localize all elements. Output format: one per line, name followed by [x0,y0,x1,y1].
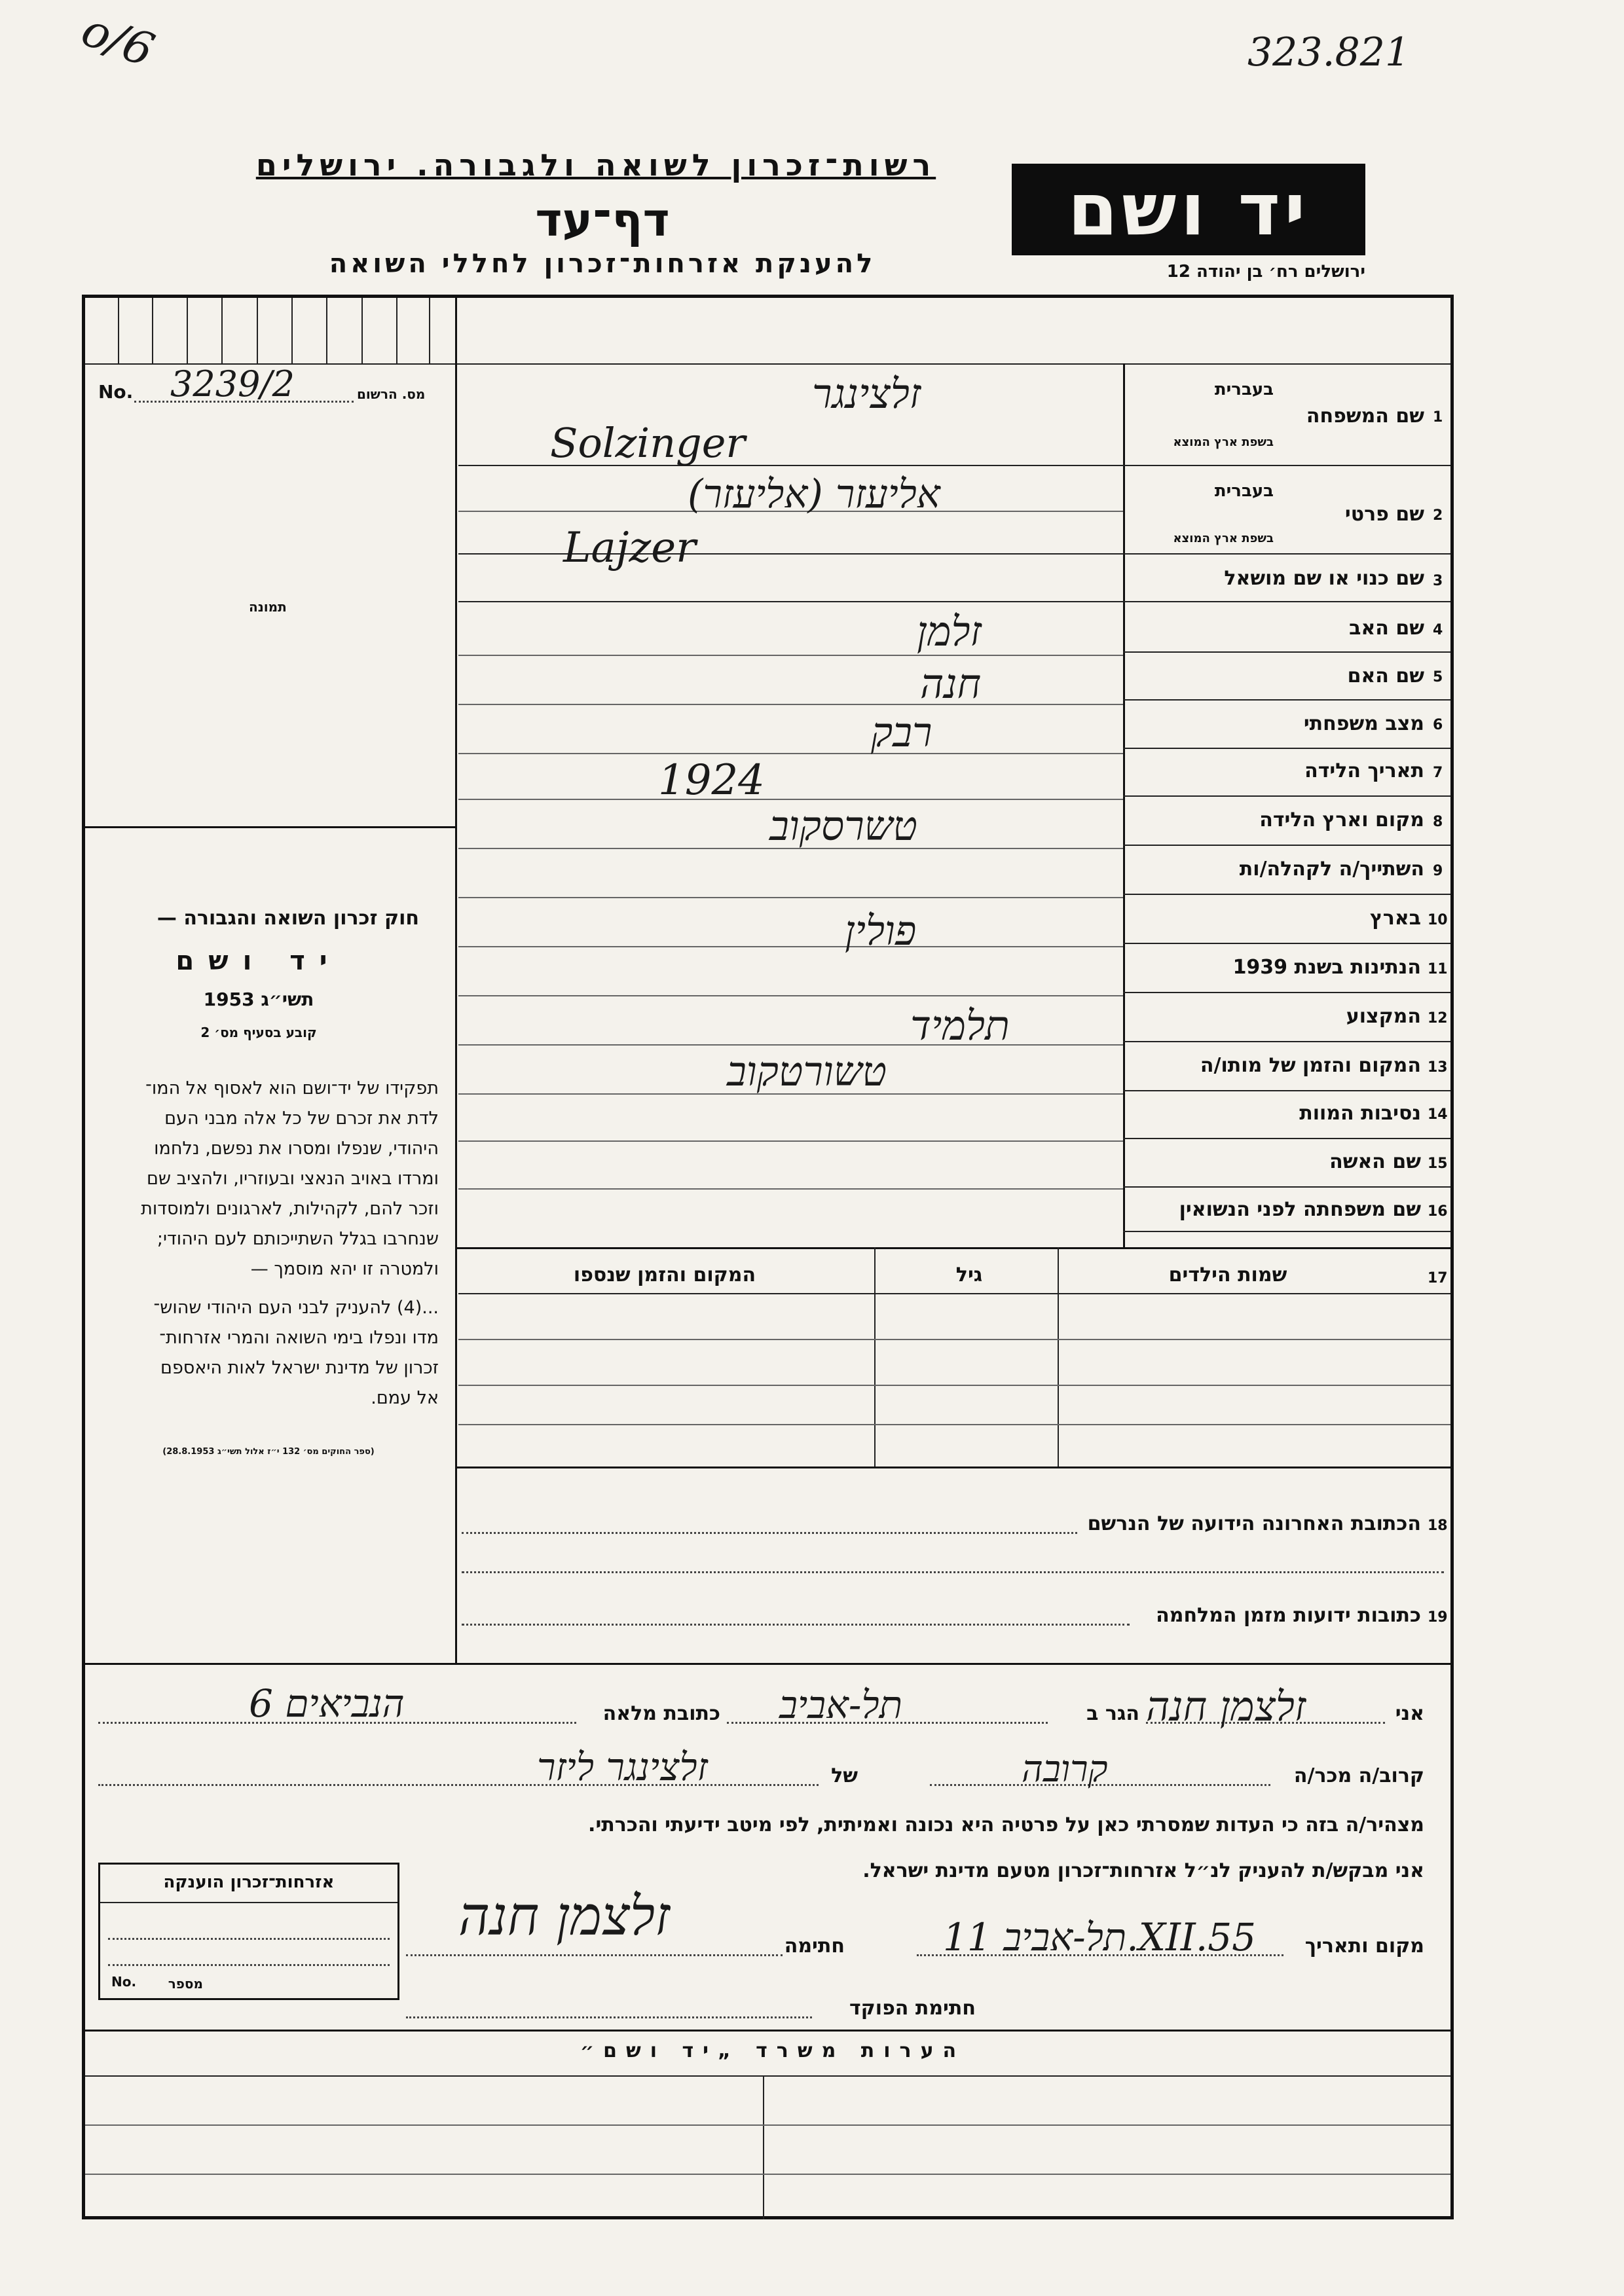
field-label-maiden-name: שם משפחתה לפני הנשואין [1179,1198,1421,1221]
field-label-birth-date: תאריך הלידה [1304,759,1424,782]
field-label-birth-place: מקום וארץ הלידה [1259,809,1424,831]
form-subtitle: להענקת אזרחות־זכרון לחללי השואה [329,249,876,279]
full-address-value: הנביאים 6 [249,1681,405,1726]
place-date-value: תל-אביב 11.XII.55 [943,1915,1257,1959]
children-header-age: גיל [955,1264,983,1286]
registration-label: מס. הרשום [357,386,426,402]
field-number: 14 [1428,1106,1448,1123]
first-name-hebrew-value: אליעזר (אליעזר) [688,471,940,517]
surname-hebrew-value: זלצינגר [812,370,921,418]
relative-label: קרוב/ה מכר/ה [1293,1764,1424,1787]
law-line: אל עמם. [371,1388,439,1408]
law-body-2 [98,1293,439,1413]
field-number: 13 [1428,1059,1448,1076]
field-label-death-circumstances: נסיבות המוות [1299,1102,1421,1125]
relation-value: קרובה [1022,1748,1108,1791]
field-label-wife: שם האשה [1329,1150,1421,1173]
field-number: 18 [1428,1518,1448,1534]
place-date-label: מקום ותאריך [1304,1935,1424,1958]
law-line: היהודי, שנפלו ומסרו את נפשם, נלחמו [154,1139,439,1159]
law-line: לדת את זכרם של כל אלה מבני העם [164,1108,439,1129]
archive-number: 323.821 [1247,29,1411,75]
field-number: 4 [1433,622,1443,638]
field-number: 7 [1433,765,1443,781]
birth-date-value: 1924 [658,756,765,805]
field-number: 8 [1433,814,1443,830]
photo-label: תמונה [249,599,287,615]
children-header-place-time: המקום והזמן שנספו [573,1264,756,1286]
of-label: של [831,1764,858,1787]
mother-name-value: חנה [920,660,982,708]
field-number: 10 [1428,912,1448,928]
field-label-community: השתייך/ה לקהלה/ות [1239,858,1424,881]
field-sublabel: בעברית [1214,481,1274,501]
law-line: ומרדו באויב הנאצי ובעוזריו, ולהציב שם [146,1169,439,1189]
field-label-nickname: שם כנוי או שם מושאל [1224,567,1424,590]
field-number: 9 [1433,863,1443,879]
father-name-value: זלמן [917,608,982,655]
field-label-father: שם האב [1349,617,1424,640]
field-label-mother: שם האם [1347,665,1424,687]
field-number: 5 [1433,669,1443,685]
field-label-profession: המקצוע [1346,1005,1421,1028]
form-title: דף־עד [535,193,670,247]
full-address-label: כתובת מלאה [602,1702,720,1725]
field-number: 3 [1433,573,1443,589]
field-sublabel: בשפת ארץ המוצא [1173,435,1274,449]
field-number: 17 [1428,1270,1448,1286]
declaration-request: אני מבקש/ת להעניק לנ״ל אזרחות־זכרון מטעם מדינת ישראל. [862,1859,1424,1882]
field-number: 1 [1433,409,1443,426]
law-line: וזכר להם, לקהילות, לארגונים ולמוסדות [141,1199,439,1219]
field-label-marital-status: מצב משפחתי [1303,712,1424,735]
relative-of-value: זלצינגר ליזר [537,1745,708,1789]
logo-address: ירושלים רח׳ בן יהודה 12 [1166,262,1365,282]
country-value: פולין [845,907,917,955]
law-line: ולמטרה זו יהא מוסמך — [250,1259,439,1279]
law-name: יד ושם [175,946,342,976]
registration-no-label: No. [98,381,134,403]
field-number: 19 [1428,1609,1448,1626]
field-sublabel: בעברית [1214,380,1274,399]
field-sublabel: בשפת ארץ המוצא [1173,532,1274,545]
field-number: 15 [1428,1156,1448,1172]
city-value: תל-אביב [779,1683,903,1727]
death-place-value: טשורטקוב [727,1048,887,1095]
law-line: מדו ונפלו בימי השואה והמרי אזרחות־ [159,1328,439,1348]
citizenship-number-label: מספר [168,1976,203,1992]
law-source: (ספר החוקים מס׳ 132 י״ז אלול תשי״ג 28.8.1953) [162,1447,375,1457]
declarant-name: זלצמן חנה [1146,1683,1306,1730]
logo-text: יד ושם [1067,168,1310,251]
first-name-latin-value: Lajzer [563,524,696,572]
field-number: 2 [1433,507,1443,524]
law-line: תפקידו של יד־ושם הוא לאסוף אל המו־ [145,1078,439,1099]
law-year: תשי״ג 1953 [203,989,314,1010]
yad-vashem-logo [1012,164,1365,255]
signature-label: חתימה [784,1935,845,1958]
signature-value: זלצמן חנה [458,1886,670,1948]
surname-latin-value: Solzinger [550,419,746,467]
registration-number: 3239/2 [170,363,295,405]
field-number: 6 [1433,717,1443,733]
marital-status-value: רבק [871,708,932,756]
last-address-label: הכתובת האחרונה הידועה של הנרשם [1087,1512,1421,1535]
officer-signature-label: חתימת הפוקד [849,1997,976,2020]
law-title: חוק זכרון השואה והגבורה — [157,907,419,930]
declaration-statement: מצהיר/ה בזה כי העדות שמסרתי כאן על פרטיה היא נכונה ואמיתית, לפי מיטב ידיעתי והכרתי. [588,1813,1424,1836]
citizenship-title: אזרחות־זכרון הוענקה [163,1872,335,1892]
birth-place-value: טשרסקוב [769,802,917,850]
citizenship-no-label: No. [111,1974,137,1990]
wartime-addresses-label: כתובות ידועות מזמן המלחמה [1156,1604,1421,1627]
field-label-surname: שם המשפחה [1306,405,1424,428]
field-label-first-name: שם פרטי [1344,503,1424,526]
field-label-country: בארץ [1369,907,1421,930]
remarks-title: הערות משרד „יד ושם״ [580,2039,966,2062]
law-line: ...(4) להעניק לבני העם היהודי שהוש־ [153,1298,439,1318]
field-label-death-place: המקום והזמן של מותו/ה [1200,1054,1421,1077]
declaration-ani: אני [1395,1702,1424,1725]
law-clause: קובע בסעיף מס׳ 2 [200,1025,317,1040]
corner-mark: o/6 [75,2,161,78]
law-body [98,1074,439,1285]
law-line: שנחרבו בגלל השתייכותם לעם היהודי; [157,1229,439,1249]
children-header-names: שמות הילדים [1168,1264,1287,1286]
field-number: 11 [1428,961,1448,977]
profession-value: תלמיד [910,1002,1010,1049]
field-number: 12 [1428,1010,1448,1027]
law-line: זכרון של מדינת ישראל לאות היאספם [160,1358,439,1378]
field-number: 16 [1428,1203,1448,1220]
authority-heading: רשות־זכרון לשואה ולגבורה. ירושלים [255,147,936,183]
resides-label: הגר ב [1086,1702,1139,1725]
field-label-citizenship-1939: הנתינות בשנת 1939 [1232,956,1421,979]
